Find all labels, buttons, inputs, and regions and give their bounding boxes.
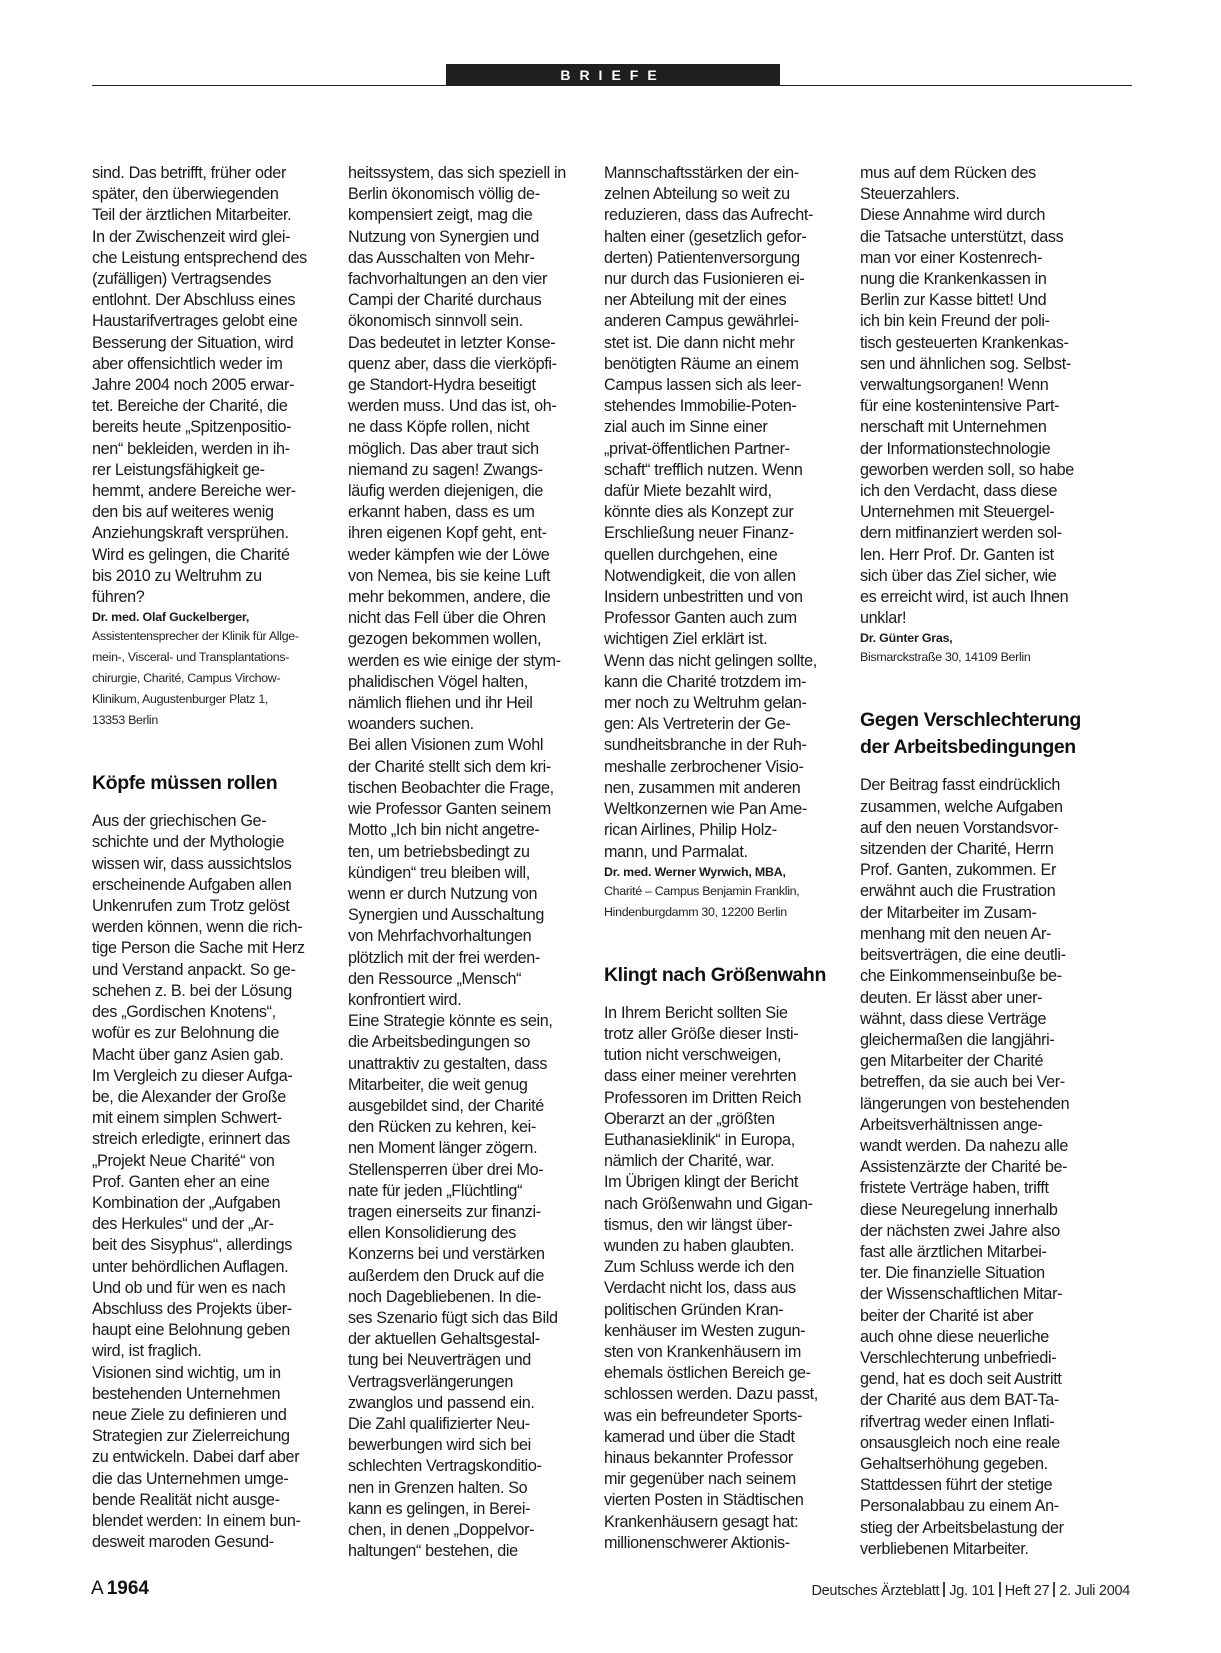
footer-separator <box>1053 1582 1055 1597</box>
footer-separator <box>999 1582 1001 1597</box>
letter-body: Der Beitrag fasst eindrücklich zusammen, welche Aufgaben auf den neuen Vorstandsvor- sitzenden der Charité, Herrn Prof. Ganten, zukommen. Er erwähnt auch die Frustration der Mitarbeiter im Zusam- menhang mit den neuen Ar- beitsverträgen, die eine deutli- che Einkommenseinbuße be- deuten. Er lässt aber uner- wähnt, dass diese Verträge gleichermaßen die langjähri- gen Mitarbeiter der Charité betreffen, da sie auch bei Ver- längerungen von bestehenden Arbeitsverhältnissen ange- wandt werden. Da nahezu alle Assistenzärzte der Charité be- fristete Verträge haben, trifft diese Neuregelung innerhalb der nächsten zwei Jahre also fast alle ärztlichen Mitarbei- ter. Die finanzielle Situation der Wissenschaftlichen Mitar- beiter der Charité ist aber auch ohne diese neuerliche Verschlechterung unbefriedi- gend, hat es doch seit Austritt der Charité aus dem BAT-Ta- rifvertrag weder einen Inflati- onsausgleich noch eine reale Gehaltserhöhung gegeben. Stattdessen führt der stetige Personalabbau zu einem An- stieg der Arbeitsbelastung der verbliebenen Mitarbeiter. <box>860 776 1070 1558</box>
letter-body: heitssystem, das sich speziell in Berlin ökonomisch völlig de- kompensiert zeigt, mag die Nutzung von Synergien und das Ausschalten von Mehr- fachvorhaltungen an den vier Campi der Charité durchaus ökonomisch sinnvoll sein. Das bedeutet in letzter Konse- quenz aber, dass die vierköpfi- ge Standort-Hydra beseitigt werden muss. Und das ist, oh- ne dass Köpfe rollen, nicht möglich. Das aber traut sich niemand zu sagen! Zwangs- läufig werden diejenigen, die erkannt haben, dass es um ihren eigenen Kopf geht, ent- weder kämpfen wie der Löwe von Nemea, bis sie keine Luft mehr bekommen, andere, die nicht das Fell über die Ohren gezogen bekommen wollen, werden es wie einige der stym- phalidischen Vögel halten, nämlich fliehen und ihr Heil woanders suchen. Bei allen Visionen zum Wohl der Charité stellt sich dem kri- tischen Beobachter die Frage, wie Professor Ganten seinem Motto „Ich bin nicht angetre- ten, um betriebsbedingt zu kündigen“ treu bleiben will, wenn er durch Nutzung von Synergien und Ausschaltung von Mehrfachvorhaltungen plötzlich mit der frei werden- den Ressource „Mensch“ konfrontiert wird. Eine Strategie könnte es sein, die Arbeitsbedingungen so unattraktiv zu gestalten, dass Mitarbeiter, die weit genug ausgebildet sind, der Charité den Rücken zu kehren, kei- nen Moment länger zögern. Stellensperren über drei Mo- nate für jeden „Flüchtling“ tragen einerseits zur finanzi- ellen Konsolidierung des Konzerns bei und verstärken außerdem den Druck auf die noch Dagebliebenen. In die- ses Szenario fügt sich das Bild der aktuellen Gehaltsgestal- tung bei Neuverträgen und Vertragsverlängerungen zwanglos und passend ein. Die Zahl qualifizierter Neu- bewerbungen wird sich bei schlechten Vertragskonditio- nen in Grenzen halten. So kann es gelingen, in Berei- chen, in denen „Doppelvor- haltungen“ bestehen, die <box>348 164 566 1561</box>
letter-body: In Ihrem Bericht sollten Sie trotz aller Größe dieser Insti- tution nicht verschweigen, dass einer meiner verehrten Professoren im Dritten Reich Oberarzt an der „größten Euthanasieklinik“ in Europa, nämlich der Charité, war. Im Übrigen klingt der Bericht nach Größenwahn und Gigan- tismus, den wir längst über- wunden zu haben glaubten. Zum Schluss werde ich den Verdacht nicht los, dass aus politischen Gründen Kran- kenhäuser im Westen zugun- sten von Krankenhäusern im ehemals östlichen Bereich ge- schlossen werden. Dazu passt, was ein befreundeter Sports- kamerad und über die Stadt hinaus bekannter Professor mir gegenüber nach seinem vierten Posten in Städtischen Krankenhäusern gesagt hat: millionenschwerer Aktionis- <box>604 1003 818 1552</box>
author-address: Bismarckstraße 30, 14109 Berlin <box>860 650 1031 665</box>
letter-body: Aus der griechischen Ge- schichte und der Mythologie wissen wir, dass aussichtslos erscheinende Aufgaben allen Unkenrufen zum Trotz gelöst werden können, wenn die rich- tige Person die Sache mit Herz und Verstand anpackt. So ge- schehen z. B. bei der Lösung des „Gordischen Knotens“, wofür es zur Belohnung die Macht über ganz Asien gab. Im Vergleich zu dieser Aufga- be, die Alexander der Große mit einem simplen Schwert- streich erledigte, erinnert das „Projekt Neue Charité“ von Prof. Ganten eher an eine Kombination der „Aufgaben des Herkules“ und der „Ar- beit des Sisyphus“, allerdings unter behördlichen Auflagen. Und ob und für wen es nach Abschluss des Projekts über- haupt eine Belohnung geben wird, ist fraglich. Visionen sind wichtig, um in bestehenden Unternehmen neue Ziele zu definieren und Strategien zur Zielerreichung zu entwickeln. Dabei darf aber die das Unternehmen umge- bende Realität nicht ausge- blendet werden: In einem bun- desweit maroden Gesund- <box>92 812 305 1552</box>
section-label: BRIEFE <box>446 64 780 86</box>
journal-volume: Jg. 101 <box>949 1583 995 1599</box>
letter-body: sind. Das betrifft, früher oder später, den überwiegenden Teil der ärztlichen Mitarbeiter. In der Zwischenzeit wird glei- che Leistung entsprechend des (zufälligen) Vertragsendes entlohnt. Der Abschluss eines Haustarifvertrages gelobt eine Besserung der Situation, wird aber offensichtlich weder im Jahre 2004 noch 2005 erwar- tet. Bereiche der Charité, die bereits heute „Spitzenpositio- nen“ bekleiden, werden in ih- rer Leistungsfähigkeit ge- hemmt, andere Bereiche wer- den bis auf weiteres wenig Anziehungskraft versprühen. Wird es gelingen, die Charité bis 2010 zu Weltruhm zu führen? <box>92 164 307 607</box>
column-2 <box>348 163 598 1562</box>
journal-issue: Heft 27 <box>1004 1583 1050 1599</box>
footer-citation <box>812 1582 1131 1599</box>
letter-body: Mannschaftsstärken der ein- zelnen Abteilung so weit zu reduzieren, dass das Aufrecht- halten einer (gesetzlich gefor- derten) Patientenversorgung nur durch das Fusionieren ei- ner Abteilung mit der eines anderen Campus gewährlei- stet ist. Die dann nicht mehr benötigten Räume an einem Campus lassen sich als leer- stehendes Immobilie-Poten- zial auch im Sinne einer „privat-öffentlichen Partner- schaft“ trefflich nutzen. Wenn dafür Miete bezahlt wird, könnte dies als Konzept zur Erschließung neuer Finanz- quellen durchgehen, eine Notwendigkeit, die von allen Insidern unbestritten und von Professor Ganten auch zum wichtigen Ziel erklärt ist. Wenn das nicht gelingen sollte, kann die Charité trotzdem im- mer noch zu Weltruhm gelan- gen: Als Vertreterin der Ge- sundheitsbranche in der Ruh- meshalle zerbrochener Visio- nen, zusammen mit anderen Weltkonzernen wie Pan Ame- rican Airlines, Philip Holz- mann, und Parmalat. <box>604 164 817 861</box>
footer-separator <box>943 1582 945 1597</box>
letter-heading: Klingt nach Größenwahn <box>604 963 826 986</box>
column-4 <box>860 163 1110 1560</box>
journal-name: Deutsches Ärzteblatt <box>811 1583 940 1599</box>
author-address: Assistentensprecher der Klinik für Allge- mein-, Visceral- und Transplantations- chirurgie, Charité, Campus Virchow- Klinikum, Augustenburger Platz 1, 13353 Berlin <box>92 629 299 728</box>
page-prefix: A <box>91 1578 104 1599</box>
column-1 <box>92 163 342 1553</box>
page-number <box>91 1578 149 1600</box>
letter-heading: Gegen Verschlechterung der Arbeitsbedingungen <box>860 709 1081 759</box>
author-name: Dr. med. Olaf Guckelberger, <box>92 610 250 625</box>
issue-date: 2. Juli 2004 <box>1059 1583 1130 1599</box>
author-address: Charité – Campus Benjamin Franklin, Hindenburgdamm 30, 12200 Berlin <box>604 883 800 919</box>
author-name: Dr. med. Werner Wyrwich, MBA, <box>604 864 786 879</box>
column-3 <box>604 163 854 1554</box>
author-name: Dr. Günter Gras, <box>860 631 953 646</box>
letter-body: mus auf dem Rücken des Steuerzahlers. Diese Annahme wird durch die Tatsache unterstützt, dass man vor einer Kostenrech- nung die Krankenkassen in Berlin zur Kasse bittet! Und ich bin kein Freund der poli- tisch gesteuerten Krankenkas- sen und ähnlichen sog. Selbst- verwaltungsorganen! Wenn für eine kostenintensive Part- nerschaft mit Unternehmen der Informationstechnologie geworben werden soll, so habe ich den Verdacht, dass diese Unternehmen mit Steuergel- dern mitfinanziert werden sol- len. Herr Prof. Dr. Ganten ist sich über das Ziel sicher, wie es erreicht wird, ist auch Ihnen unklar! <box>860 164 1074 628</box>
page-number-value: 1964 <box>106 1578 149 1599</box>
letter-heading: Köpfe müssen rollen <box>92 772 278 795</box>
